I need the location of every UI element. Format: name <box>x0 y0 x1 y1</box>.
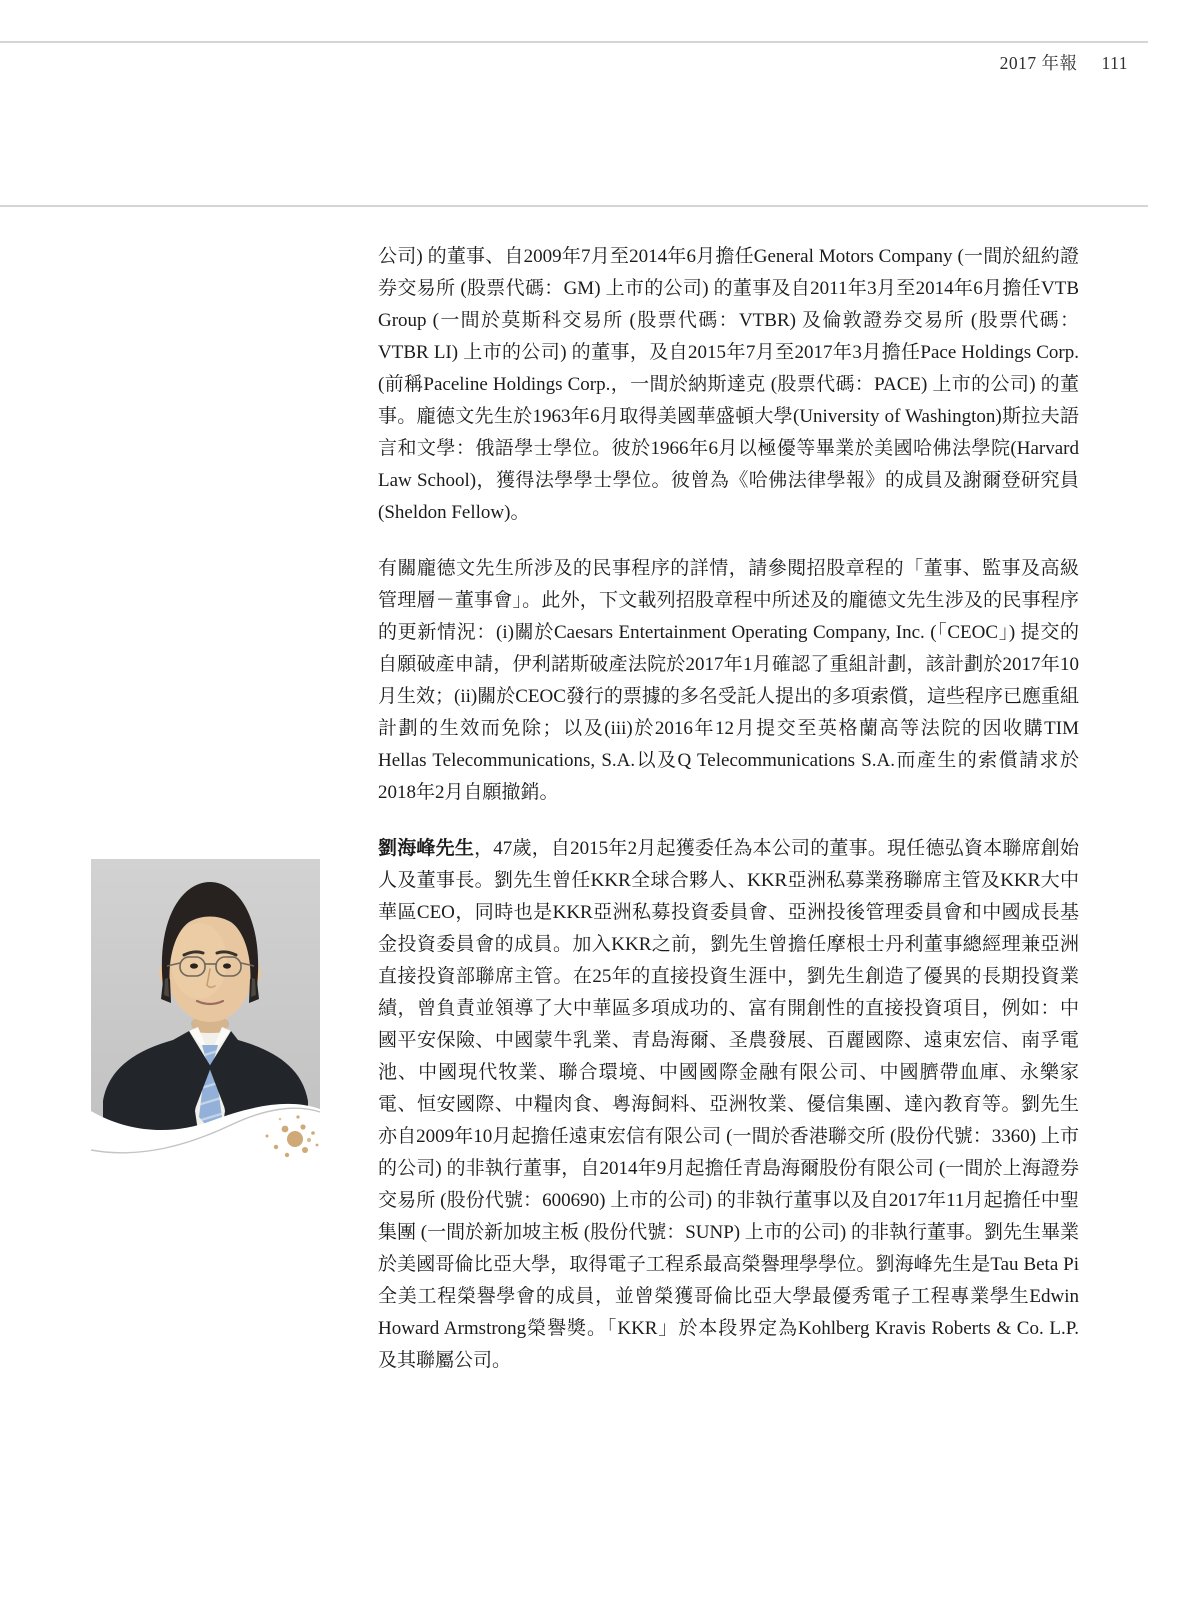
portrait-illustration <box>91 859 320 1165</box>
director-photo <box>91 859 320 1165</box>
header-rule-bottom <box>0 205 1148 207</box>
bio-paragraph-pang-directorships: 公司) 的董事、自2009年7月至2014年6月擔任General Motors Company (一間於紐約證券交易所 (股票代碼：GM) 上市的公司) 的董事及自2011年3月至2014年6月擔任VTB Group (一間於莫斯科交易所 (股票代碼：VTBR) 及倫敦證券交易所 (股票代碼：VTBR LI) 上市的公司) 的董事，及自2015年7月至2017年3月擔任Pace Holdings Corp. (前稱Paceline Holdings Corp.，一間於納斯達克 (股票代碼：PACE) 上市的公司) 的董事。龐德文先生於1963年6月取得美國華盛頓大學(University of Washington)斯拉夫語言和文學：俄語學士學位。彼於1966年6月以極優等畢業於美國哈佛法學院(Harvard Law School)，獲得法學學士學位。彼曾為《哈佛法律學報》的成員及謝爾登研究員(Sheldon Fellow)。 <box>378 246 1079 523</box>
bio-paragraph-liu-haifeng <box>378 833 1079 1377</box>
bio-paragraph-pang-civil-proceedings: 有關龐德文先生所涉及的民事程序的詳情，請參閱招股章程的「董事、監事及高級管理層－董事會」。此外，下文載列招股章程中所述及的龐德文先生涉及的民事程序的更新情況：(i)關於Caesars Entertainment Operating Company, Inc. (「CEOC」) 提交的自願破產申請，伊利諾斯破產法院於2017年1月確認了重組計劃，該計劃於2017年10月生效；(ii)關於CEOC發行的票據的多名受託人提出的多項索償，這些程序已應重組計劃的生效而免除；以及(iii)於2016年12月提交至英格蘭高等法院的因收購TIM Hellas Telecommunications, S.A.以及Q Telecommunications S.A.而產生的索償請求於2018年2月自願撤銷。 <box>378 558 1079 803</box>
header-rule-top <box>0 41 1148 43</box>
director-name-bold: 劉海峰先生 <box>378 838 475 859</box>
bio-paragraph-liu-haifeng-body: ，47歲，自2015年2月起獲委任為本公司的董事。現任德弘資本聯席創始人及董事長。劉先生曾任KKR全球合夥人、KKR亞洲私募業務聯席主管及KKR大中華區CEO，同時也是KKR亞洲私募投資委員會、亞洲投後管理委員會和中國成長基金投資委員會的成員。加入KKR之前，劉先生曾擔任摩根士丹利董事總經理兼亞洲直接投資部聯席主管。在25年的直接投資生涯中，劉先生創造了優異的長期投資業績，曾負責並領導了大中華區多項成功的、富有開創性的直接投資項目，例如：中國平安保險、中國蒙牛乳業、青島海爾、圣農發展、百麗國際、遠東宏信、南孚電池、中國現代牧業、聯合環境、中國國際金融有限公司、中國臍帶血庫、永樂家電、恒安國際、中糧肉食、粵海飼料、亞洲牧業、優信集團、達內教育等。劉先生亦自2009年10月起擔任遠東宏信有限公司 (一間於香港聯交所 (股份代號：3360) 上市的公司) 的非執行董事，自2014年9月起擔任青島海爾股份有限公司 (一間於上海證券交易所 (股份代號：600690) 上市的公司) 的非執行董事以及自2017年11月起擔任中聖集團 (一間於新加坡主板 (股份代號：SUNP) 上市的公司) 的非執行董事。劉先生畢業於美國哥倫比亞大學，取得電子工程系最高榮譽理學學位。劉海峰先生是Tau Beta Pi全美工程榮譽學會的成員，並曾榮獲哥倫比亞大學最優秀電子工程專業學生Edwin Howard Armstrong榮譽獎。「KKR」於本段界定為Kohlberg Kravis Roberts & Co. L.P.及其聯屬公司。 <box>378 838 1079 1371</box>
page-header <box>0 50 1128 75</box>
report-title: 2017 年報 <box>999 53 1078 73</box>
biography-text <box>378 241 1079 1377</box>
page-number: 111 <box>1101 53 1128 73</box>
